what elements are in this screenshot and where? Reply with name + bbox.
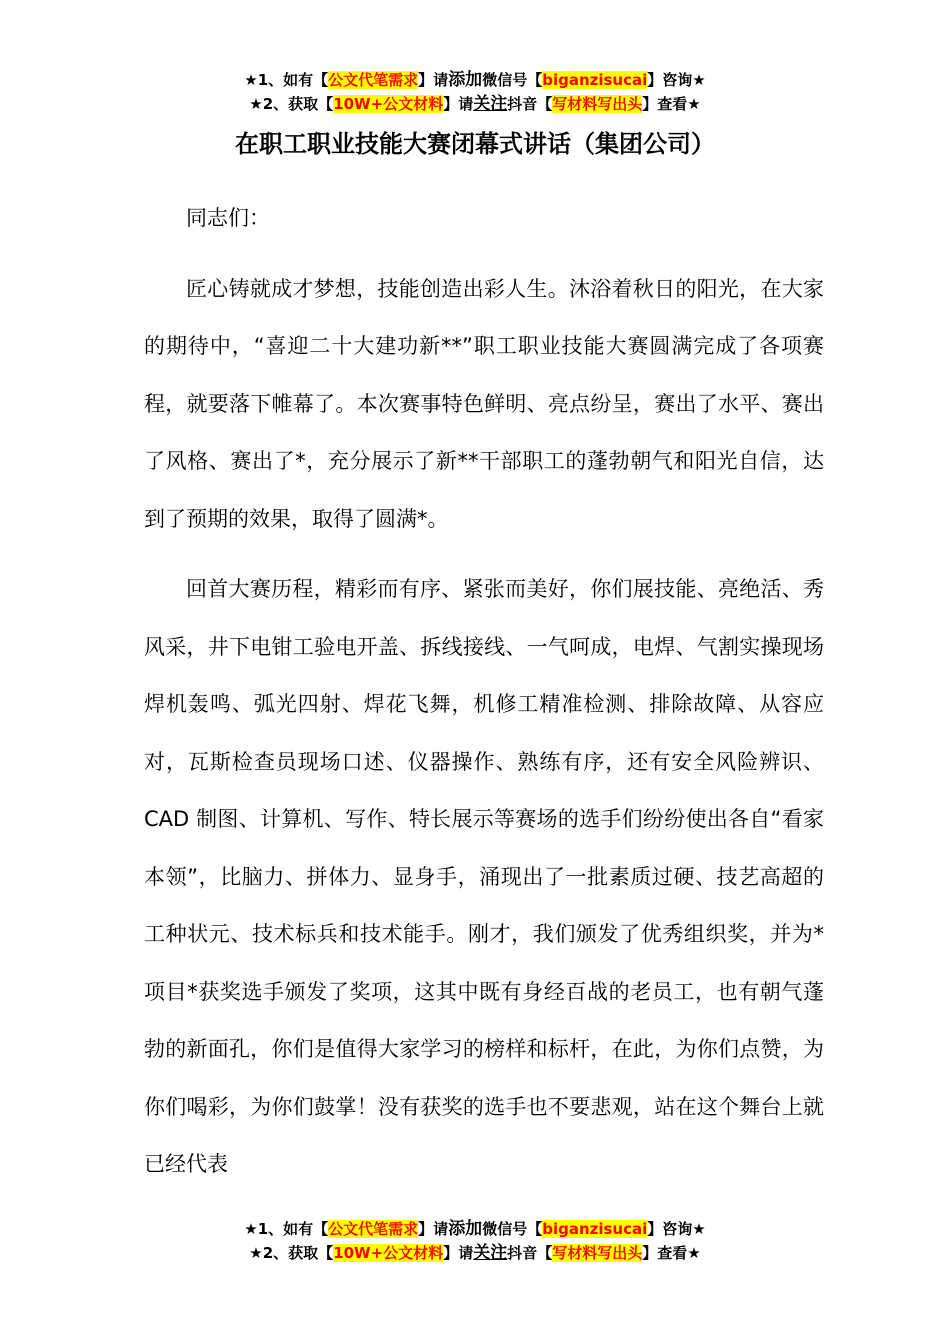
highlight-materials: 10W+公文材料 (333, 1244, 444, 1262)
highlight-douyin-account: 写材料写出头 (552, 1244, 643, 1262)
banner-line-1 (0, 68, 950, 92)
banner-text: 抖音【 (507, 1244, 553, 1262)
document-title: 在职工职业技能大赛闭幕式讲话（集团公司） (235, 130, 715, 158)
banner-text: 抖音【 (507, 95, 553, 113)
banner-text: ★1、如有【 (244, 71, 329, 89)
highlight-wechat-id: biganzisucai (542, 1220, 648, 1238)
banner-emphasis: 添加 (448, 70, 483, 90)
highlight-service: 公文代笔需求 (328, 1220, 419, 1238)
banner-text: 】查看★ (642, 95, 701, 113)
banner-emphasis: 关注 (473, 1243, 508, 1263)
banner-text: ★1、如有【 (244, 1220, 329, 1238)
banner-text: 】咨询★ (647, 71, 706, 89)
banner-line-2 (0, 92, 950, 116)
banner-line-2 (0, 1241, 950, 1265)
banner-text: 微信号【 (482, 1220, 543, 1238)
paragraph: 回首大赛历程，精彩而有序、紧张而美好，你们展技能、亮绝活、秀风采，井下电钳工验电开盖、拆线接线、一气呵成，电焊、气割实操现场焊机轰鸣、弧光四射、焊花飞舞，机修工精准检测、排除故障、从容应对，瓦斯检查员现场口述、仪器操作、熟练有序，还有安全风险辨识、CAD 制图、计算机、写作、特长展示等赛场的选手们纷纷使出各自“看家本领”，比脑力、拼体力、显身手，涌现出了一批素质过硬、技艺高超的工种状元、技术标兵和技术能手。刚才，我们颁发了优秀组织奖，并为*项目*获奖选手颁发了奖项，这其中既有身经百战的老员工，也有朝气蓬勃的新面孔，你们是值得大家学习的榜样和标杆，在此，为你们点赞，为你们喝彩，为你们鼓掌！没有获奖的选手也不要悲观，站在这个舞台上就已经代表 (144, 577, 824, 1176)
banner-emphasis: 添加 (448, 1219, 483, 1239)
banner-line-1 (0, 1217, 950, 1241)
highlight-materials: 10W+公文材料 (333, 95, 444, 113)
header-banner (0, 68, 950, 116)
document-body (144, 190, 824, 1194)
banner-text: ★2、获取【 (249, 95, 334, 113)
highlight-douyin-account: 写材料写出头 (552, 95, 643, 113)
banner-text: 】请 (418, 1220, 449, 1238)
banner-text: ★2、获取【 (249, 1244, 334, 1262)
banner-text: 微信号【 (482, 71, 543, 89)
banner-emphasis: 关注 (473, 94, 508, 114)
banner-text: 】查看★ (642, 1244, 701, 1262)
banner-text: 】请 (443, 95, 474, 113)
banner-text: 】请 (443, 1244, 474, 1262)
paragraph: 匠心铸就成才梦想，技能创造出彩人生。沐浴着秋日的阳光，在大家的期待中，“喜迎二十大建功新**”职工职业技能大赛圆满完成了各项赛程，就要落下帷幕了。本次赛事特色鲜明、亮点纷呈，赛出了水平、赛出了风格、赛出了*，充分展示了新**干部职工的蓬勃朝气和阳光自信，达到了预期的效果，取得了圆满*。 (144, 276, 824, 531)
highlight-service: 公文代笔需求 (328, 71, 419, 89)
banner-text: 】请 (418, 71, 449, 89)
salutation: 同志们： (186, 206, 270, 230)
highlight-wechat-id: biganzisucai (542, 71, 648, 89)
footer-banner (0, 1217, 950, 1265)
banner-text: 】咨询★ (647, 1220, 706, 1238)
